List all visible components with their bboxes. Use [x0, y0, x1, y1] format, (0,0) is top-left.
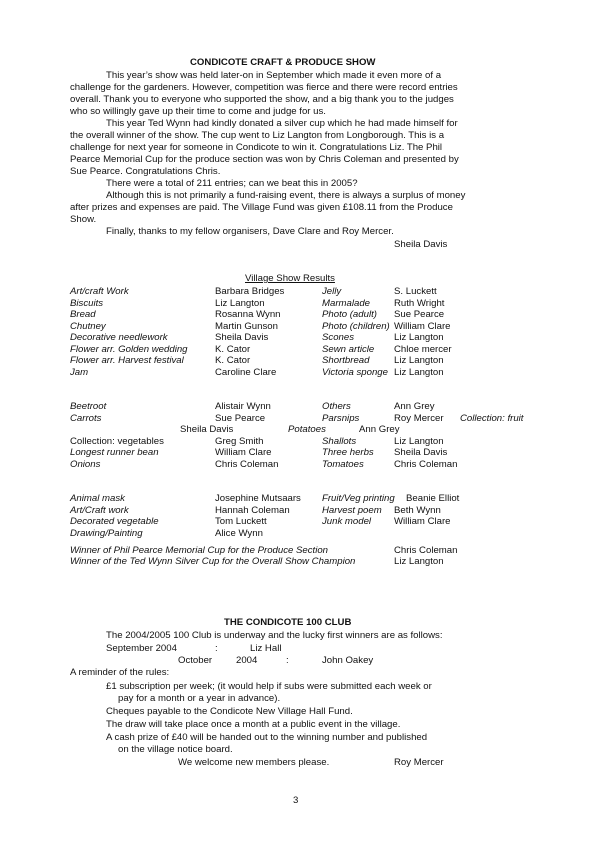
cup-winner: Liz Langton	[394, 556, 444, 567]
category: Jam	[70, 367, 89, 378]
winner: Liz Langton	[215, 298, 265, 309]
club-rule: on the village notice board.	[118, 744, 233, 755]
show-signature: Sheila Davis	[394, 239, 448, 250]
winner: Sheila Davis	[215, 332, 269, 343]
category: Marmalade	[322, 298, 370, 309]
show-line: overall. Thank you to everyone who supported the show, and a big thank you to the judges	[70, 94, 454, 105]
winner: Ruth Wright	[394, 298, 445, 309]
category: Sewn article	[322, 344, 375, 355]
show-line: Sue Pearce. Congratulations Chris.	[70, 166, 221, 177]
category: Biscuits	[70, 298, 104, 309]
club-intro: The 2004/2005 100 Club is underway and the lucky first winners are as follows:	[106, 630, 443, 641]
winner: Liz Langton	[394, 367, 444, 378]
cup-title: Winner of Phil Pearce Memorial Cup for the Produce Section	[70, 545, 329, 556]
category: Victoria sponge	[322, 367, 388, 378]
winner: Sue Pearce	[215, 413, 266, 424]
cup-title: Winner of the Ted Wynn Silver Cup for the Overall Show Champion	[70, 556, 356, 567]
category: Photo (adult)	[322, 309, 377, 320]
winner: Hannah Coleman	[215, 505, 290, 516]
winner: Sue Pearce	[394, 309, 445, 320]
show-line: There were a total of 211 entries; can we beat this in 2005?	[106, 178, 358, 189]
show-line: Finally, thanks to my fellow organisers, Dave Clare and Roy Mercer.	[106, 226, 394, 237]
winner: Liz Langton	[394, 355, 444, 366]
category: Fruit/Veg printing	[322, 493, 395, 504]
winner: K. Cator	[215, 355, 251, 366]
winner: William Clare	[394, 516, 451, 527]
winner: Chloe mercer	[394, 344, 452, 355]
category: Onions	[70, 459, 101, 470]
winner: Greg Smith	[215, 436, 264, 447]
club-winner-year: 2004	[236, 655, 258, 666]
category: Flower arr. Harvest festival	[70, 355, 184, 366]
winner: Barbara Bridges	[215, 286, 285, 297]
winner: Tom Luckett	[215, 516, 267, 527]
category: Others	[322, 401, 351, 412]
winner: K. Cator	[215, 344, 251, 355]
cup-winner: Chris Coleman	[394, 545, 458, 556]
results-heading: Village Show Results	[245, 273, 335, 284]
club-winner-month: October	[178, 655, 213, 666]
winner: Liz Langton	[394, 332, 444, 343]
winner: Roy Mercer	[394, 413, 444, 424]
winner: William Clare	[394, 321, 451, 332]
club-rule: pay for a month or a year in advance).	[118, 693, 281, 704]
show-line: Although this is not primarily a fund-raising event, there is always a surplus of money	[106, 190, 466, 201]
club-winner-month: September 2004	[106, 643, 177, 654]
category: Harvest poem	[322, 505, 382, 516]
category: Animal mask	[70, 493, 125, 504]
category: Jelly	[322, 286, 342, 297]
category: Bread	[70, 309, 96, 320]
category: Longest runner bean	[70, 447, 159, 458]
winner: Liz Langton	[394, 436, 444, 447]
show-title: CONDICOTE CRAFT & PRODUCE SHOW	[190, 57, 376, 68]
winner: Caroline Clare	[215, 367, 277, 378]
winner: Rosanna Wynn	[215, 309, 281, 320]
club-welcome: We welcome new members please.	[178, 757, 330, 768]
category: Tomatoes	[322, 459, 364, 470]
category: Art/Craft work	[70, 505, 129, 516]
category: Shallots	[322, 436, 357, 447]
club-title: THE CONDICOTE 100 CLUB	[224, 617, 352, 628]
club-rule: A cash prize of £40 will be handed out to the winning number and published	[106, 732, 428, 743]
category: Shortbread	[322, 355, 370, 366]
club-winner-name: Liz Hall	[250, 643, 282, 654]
club-winner-name: John Oakey	[322, 655, 374, 666]
winner: Martin Gunson	[215, 321, 278, 332]
winner: Alice Wynn	[215, 528, 263, 539]
club-reminder: A reminder of the rules:	[70, 667, 170, 678]
category: Carrots	[70, 413, 102, 424]
category: Collection: vegetables	[70, 436, 164, 447]
category: Junk model	[322, 516, 372, 527]
club-rule: £1 subscription per week; (it would help if subs were submitted each week or	[106, 681, 432, 692]
show-line: This year Ted Wynn had kindly donated a silver cup which he had made himself for	[106, 118, 458, 129]
winner: Beanie Elliot	[406, 493, 460, 504]
winner: S. Luckett	[394, 286, 437, 297]
category: Scones	[322, 332, 354, 343]
winner: Ann Grey	[394, 401, 435, 412]
show-line: who so willingly gave up their time to come and judge for us.	[70, 106, 326, 117]
show-line: Pearce Memorial Cup for the produce section was won by Chris Coleman and presented by	[70, 154, 459, 165]
category: Decorated vegetable	[70, 516, 159, 527]
category: Decorative needlework	[70, 332, 168, 343]
category: Beetroot	[70, 401, 107, 412]
category: Three herbs	[322, 447, 374, 458]
winner: Ann Grey	[359, 424, 400, 435]
category: Flower arr. Golden wedding	[70, 344, 188, 355]
club-winner-sep: :	[215, 643, 218, 654]
category: Chutney	[70, 321, 106, 332]
club-winner-sep: :	[286, 655, 289, 666]
winner: Chris Coleman	[394, 459, 458, 470]
club-rule: The draw will take place once a month at a public event in the village.	[106, 719, 401, 730]
category: Collection: fruit	[460, 413, 524, 424]
show-line: challenge for next year for someone in Condicote to win it. Congratulations Liz. The Phil	[70, 142, 443, 153]
winner: Alistair Wynn	[215, 401, 271, 412]
winner: Sheila Davis	[394, 447, 448, 458]
winner: Chris Coleman	[215, 459, 279, 470]
winner: William Clare	[215, 447, 272, 458]
show-line: after prizes and expenses are paid. The Village Fund was given £108.11 from the Produce	[70, 202, 453, 213]
page-number: 3	[293, 795, 299, 806]
category: Art/craft Work	[70, 286, 129, 297]
category: Photo (children)	[322, 321, 390, 332]
category: Parsnips	[322, 413, 360, 424]
show-line: the overall winner of the show. The cup went to Liz Langton from Longborough. This is a	[70, 130, 445, 141]
category: Drawing/Painting	[70, 528, 143, 539]
show-line: challenge for the gardeners. However, competition was fierce and there were record entries	[70, 82, 458, 93]
winner: Beth Wynn	[394, 505, 441, 516]
club-signature: Roy Mercer	[394, 757, 444, 768]
category: Potatoes	[288, 424, 326, 435]
show-line: This year’s show was held later-on in September which made it even more of a	[106, 70, 442, 81]
winner: Sheila Davis	[180, 424, 234, 435]
winner: Josephine Mutsaars	[215, 493, 301, 504]
show-line: Show.	[70, 214, 97, 225]
club-rule: Cheques payable to the Condicote New Village Hall Fund.	[106, 706, 353, 717]
